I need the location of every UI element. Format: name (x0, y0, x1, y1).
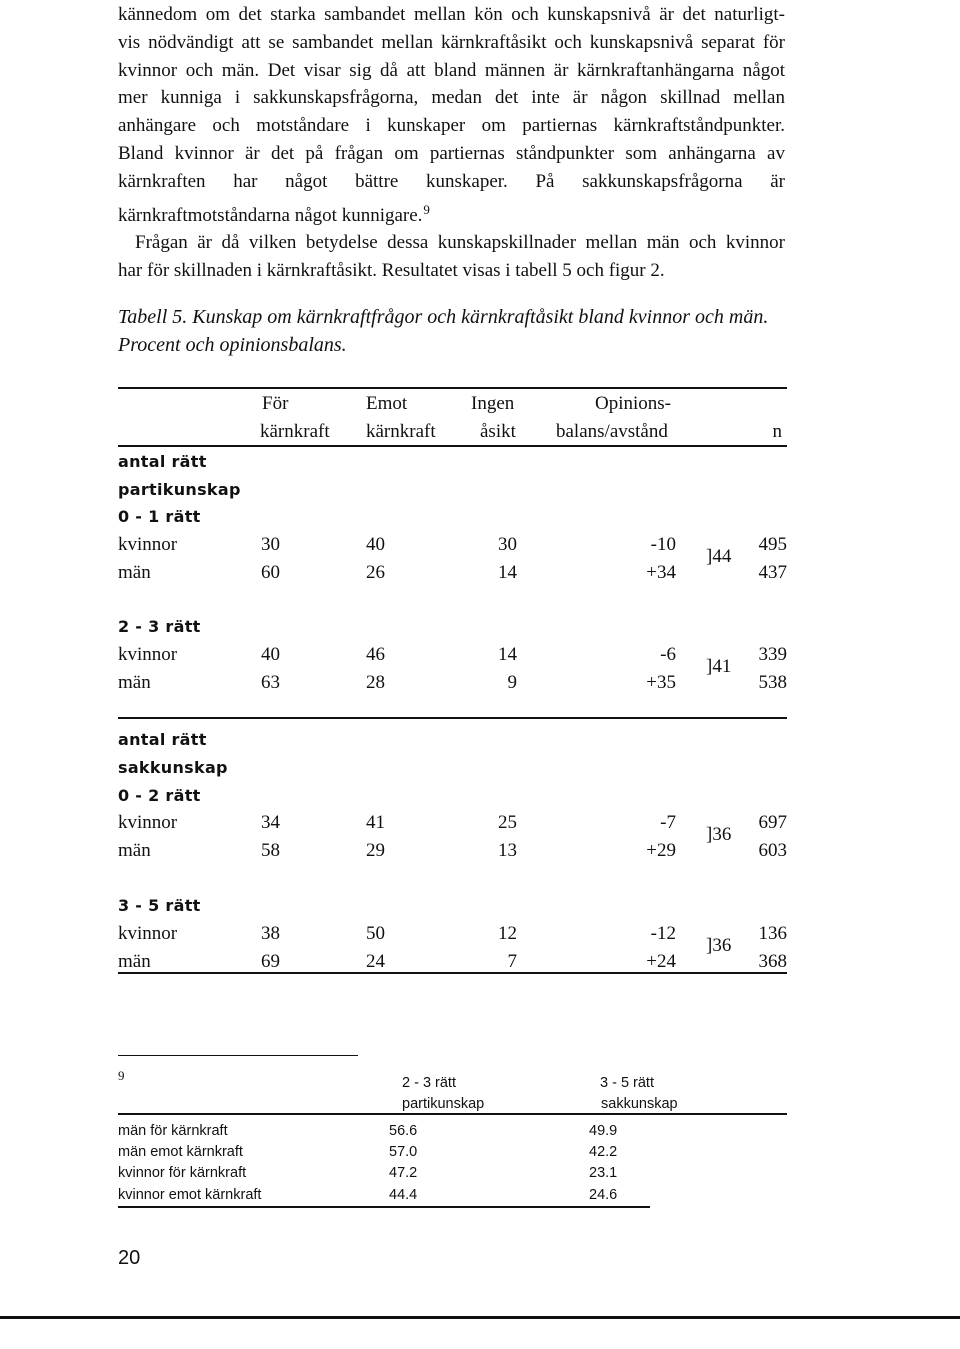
table-row (0, 922, 960, 946)
section-title: antal rätt (118, 452, 207, 471)
cell-emot: 26 (366, 562, 385, 583)
row-label: kvinnor (118, 644, 178, 665)
cell-n: 495 (758, 534, 787, 555)
cell-ingen: 14 (498, 562, 517, 583)
text-line: Bland kvinnor är det på frågan om partiernas ståndpunkter som anhängarna av (118, 142, 785, 164)
table-header-row (0, 420, 960, 444)
row-label: män (118, 562, 151, 583)
distance-bracket: ]44 (706, 546, 732, 567)
distance-bracket: ]41 (706, 656, 732, 677)
footnote-bottom-rule (118, 1206, 650, 1208)
footnote-value: 44.4 (389, 1187, 418, 1203)
text-line-content: kärnkraftmotståndarna något kunnigare. (118, 204, 423, 226)
header-n: n (772, 421, 782, 442)
cell-balans: -12 (650, 923, 676, 944)
cell-emot: 46 (366, 644, 385, 665)
header-emot: kärnkraft (366, 421, 436, 442)
cell-n: 368 (758, 951, 787, 972)
caption-title: Kunskap om kärnkraftfrågor och kärnkraftåsikt bland kvinnor och män. (192, 306, 769, 328)
distance-bracket: ]36 (706, 935, 732, 956)
cell-for: 30 (261, 534, 280, 555)
cell-emot: 50 (366, 923, 385, 944)
footnote-row-label: kvinnor för kärnkraft (118, 1165, 247, 1181)
caption-label: Tabell 5. (118, 306, 188, 328)
header-rule (118, 445, 787, 447)
page-number: 20 (118, 1247, 141, 1269)
cell-ingen: 12 (498, 923, 517, 944)
cell-balans: +35 (646, 672, 676, 693)
cell-ingen: 7 (507, 951, 517, 972)
group-label: 2 - 3 rätt (118, 617, 201, 636)
cell-balans: +34 (646, 562, 676, 583)
footnote-column-header: 3 - 5 rätt (600, 1075, 654, 1091)
cell-ingen: 9 (507, 672, 517, 693)
footnote-value: 56.6 (389, 1123, 418, 1139)
cell-ingen: 14 (498, 644, 517, 665)
table-header-row (0, 392, 960, 416)
cell-ingen: 30 (498, 534, 517, 555)
row-label: män (118, 951, 151, 972)
cell-balans: -7 (660, 812, 676, 833)
cell-n: 538 (758, 672, 787, 693)
cell-ingen: 25 (498, 812, 517, 833)
table-top-rule (118, 387, 787, 389)
cell-balans: +24 (646, 951, 676, 972)
cell-balans: +29 (646, 840, 676, 861)
cell-emot: 28 (366, 672, 385, 693)
footnote-column-header: sakkunskap (601, 1096, 678, 1112)
footnote-row-label: män emot kärnkraft (118, 1144, 243, 1160)
cell-emot: 29 (366, 840, 385, 861)
section-divider-rule (118, 717, 787, 719)
footnote-header-rule (118, 1113, 787, 1115)
footnote-column-header: partikunskap (402, 1096, 485, 1112)
cell-n: 437 (758, 562, 787, 583)
text-line (118, 196, 785, 230)
footnote-separator (118, 1055, 358, 1056)
row-label: kvinnor (118, 534, 178, 555)
table-row (0, 643, 960, 667)
footnote-row-label: kvinnor emot kärnkraft (118, 1187, 262, 1203)
text-line: kännedom om det starka sambandet mellan kön och kunskapsnivå är det naturligt- (118, 4, 785, 25)
footnote-reference: 9 (423, 201, 430, 217)
cell-n: 136 (758, 923, 787, 944)
cell-for: 38 (261, 923, 280, 944)
section-title: antal rätt (118, 730, 207, 749)
caption-subtitle: Procent och opinionsbalans. (118, 333, 347, 356)
header-ingen: åsikt (480, 421, 516, 442)
cell-for: 60 (261, 562, 280, 583)
table-caption (118, 304, 818, 360)
footnote-value: 57.0 (389, 1144, 418, 1160)
footnote-value: 42.2 (589, 1144, 618, 1160)
text-line: kärnkraften har något bättre kunskaper. På sakkunskapsfrågorna är (118, 170, 785, 192)
cell-for: 40 (261, 644, 280, 665)
row-label: kvinnor (118, 923, 178, 944)
cell-for: 69 (261, 951, 280, 972)
group-label: 0 - 2 rätt (118, 786, 201, 805)
footnote-value: 49.9 (589, 1123, 618, 1139)
cell-balans: -6 (660, 644, 676, 665)
table-row (0, 561, 960, 585)
cell-emot: 24 (366, 951, 385, 972)
text-line: mer kunniga i sakkunskapsfrågorna, medan det inte är någon skillnad mellan (118, 87, 785, 109)
footnote-marker: 9 (118, 1068, 125, 1083)
text-line: anhängare och motståndare i kunskaper om partiernas kärnkraftståndpunkter. (118, 115, 785, 137)
header-emot: Emot (366, 393, 408, 414)
cell-for: 63 (261, 672, 280, 693)
section-title: partikunskap (118, 480, 241, 499)
table-row (0, 839, 960, 863)
text-line: vis nödvändigt att se sambandet mellan kärnkraftåsikt och kunskapsnivå separat för (118, 31, 785, 53)
footnote-value: 23.1 (589, 1165, 618, 1181)
cell-n: 697 (758, 812, 787, 833)
page-bottom-rule (0, 1316, 960, 1319)
header-for: För (262, 393, 289, 414)
cell-emot: 41 (366, 812, 385, 833)
row-label: män (118, 840, 151, 861)
header-balans: Opinions- (595, 393, 671, 414)
cell-n: 339 (758, 644, 787, 665)
header-balans: balans/avstånd (556, 421, 668, 442)
cell-for: 34 (261, 812, 280, 833)
table-row (0, 811, 960, 835)
caption-line (118, 304, 818, 332)
table-row (0, 533, 960, 557)
body-text (118, 1, 785, 285)
cell-emot: 40 (366, 534, 385, 555)
footnote-value: 24.6 (589, 1187, 618, 1203)
text-line: har för skillnaden i kärnkraftåsikt. Resultatet visas i tabell 5 och figur 2. (118, 260, 665, 282)
footnote-row-label: män för kärnkraft (118, 1123, 228, 1139)
text-line: kvinnor och män. Det visar sig då att bland männen är kärnkraftanhängarna något (118, 59, 785, 81)
row-label: män (118, 672, 151, 693)
header-for: kärnkraft (260, 421, 330, 442)
header-ingen: Ingen (471, 393, 515, 414)
cell-ingen: 13 (498, 840, 517, 861)
cell-n: 603 (758, 840, 787, 861)
table-row (0, 671, 960, 695)
table-row (0, 950, 960, 974)
footnote-value: 47.2 (389, 1165, 418, 1181)
group-label: 3 - 5 rätt (118, 896, 201, 915)
footnote-column-header: 2 - 3 rätt (402, 1075, 456, 1091)
row-label: kvinnor (118, 812, 178, 833)
section-title: sakkunskap (118, 758, 228, 777)
text-line: Frågan är då vilken betydelse dessa kunskapskillnader mellan män och kvinnor (135, 232, 785, 254)
cell-for: 58 (261, 840, 280, 861)
cell-balans: -10 (650, 534, 676, 555)
group-label: 0 - 1 rätt (118, 507, 201, 526)
distance-bracket: ]36 (706, 824, 732, 845)
